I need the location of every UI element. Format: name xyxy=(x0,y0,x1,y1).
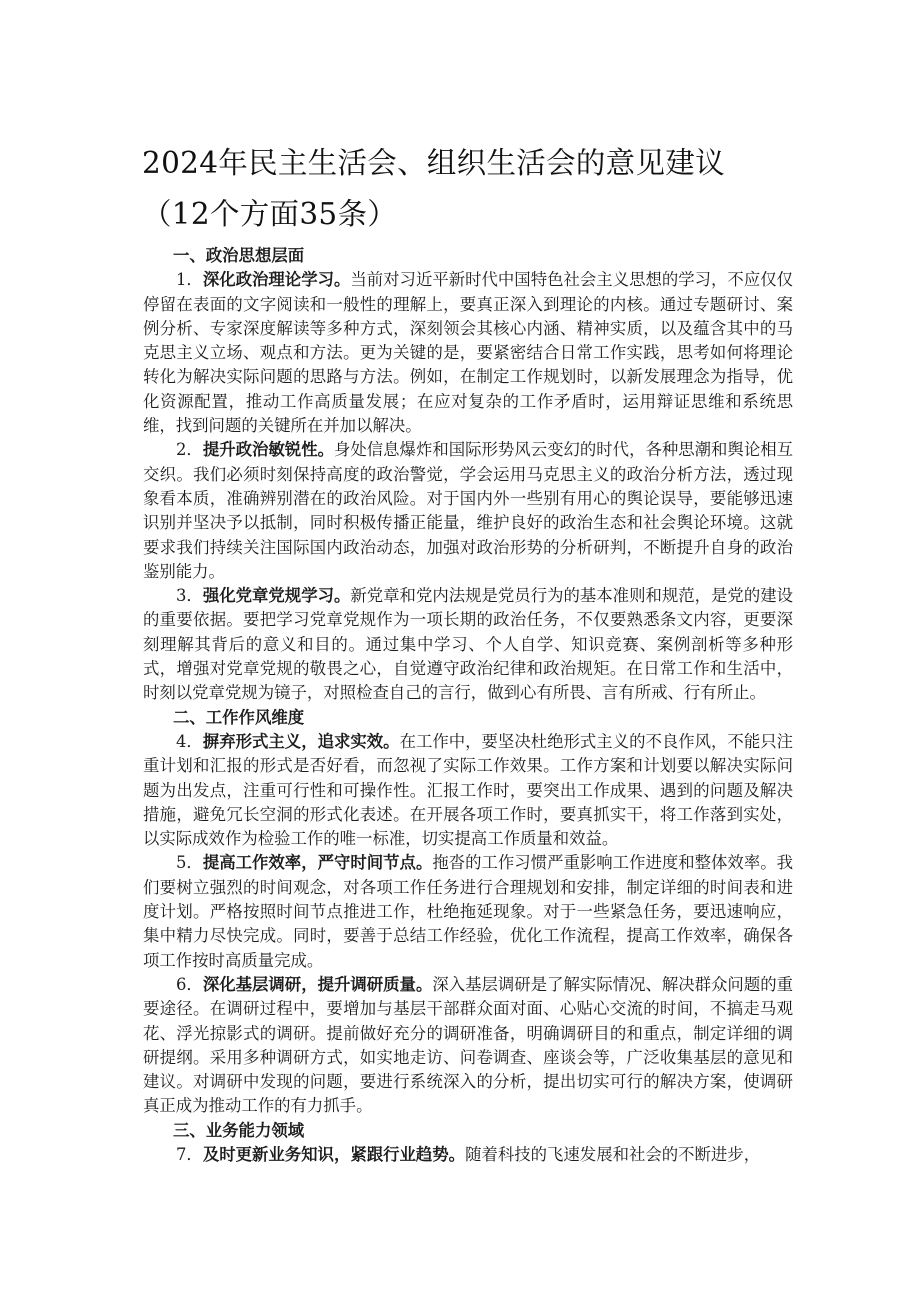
item-paragraph xyxy=(143,973,793,1119)
item-number: 2． xyxy=(176,440,203,460)
item-number: 7． xyxy=(176,1144,203,1164)
item-paragraph xyxy=(143,730,793,851)
item-number: 6． xyxy=(176,974,203,994)
item-lead: 摒弃形式主义，追求实效。 xyxy=(202,731,400,751)
item-paragraph xyxy=(143,584,793,705)
document-title: 2024年民主生活会、组织生活会的意见建议（12个方面35条） xyxy=(142,146,725,231)
item-lead: 强化党章党规学习。 xyxy=(202,586,351,606)
item-text: 在工作中，要坚决杜绝形式主义的不良作风，不能只注重计划和汇报的形式是否好看，而忽视了实际工作效果。工作方案和计划要以解决实际问题为出发点，注重可行性和可操作性。汇报工作时，要突出工作成果、遇到的问题及解决措施，避免冗长空洞的形式化表述。在开展各项工作时，要真抓实干，将工作落到实处，以实际成效作为检验工作的唯一标准，切实提高工作质量和效益。 xyxy=(143,731,794,849)
item-text: 当前对习近平新时代中国特色社会主义思想的学习，不应仅仅停留在表面的文字阅读和一般性的理解上，要真正深入到理论的内核。通过专题研讨、案例分析、专家深度解读等多种方式，深刻领会其核心内涵、精神实质，以及蕴含其中的马克思主义立场、观点和方法。更为关键的是，要紧密结合日常工作实践，思考如何将理论转化为解决实际问题的思路与方法。例如，在制定工作规划时，以新发展理念为指导，优化资源配置，推动工作高质量发展；在应对复杂的工作矛盾时，运用辩证思维和系统思维，找到问题的关键所在并加以解决。 xyxy=(143,270,793,436)
item-paragraph xyxy=(143,438,793,584)
item-number: 5． xyxy=(176,853,203,873)
item-number: 1． xyxy=(176,270,203,290)
item-lead: 提升政治敏锐性。 xyxy=(202,440,334,460)
item-lead: 深化基层调研，提升调研质量。 xyxy=(202,974,433,994)
item-text: 随着科技的飞速发展和社会的不断进步， xyxy=(465,1144,761,1164)
item-lead: 深化政治理论学习。 xyxy=(202,270,351,290)
item-text: 深入基层调研是了解实际情况、解决群众问题的重要途径。在调研过程中，要增加与基层干部群众面对面、心贴心交流的时间，不搞走马观花、浮光掠影式的调研。提前做好充分的调研准备，明确调研目的和重点，制定详细的调研提纲。采用多种调研方式，如实地走访、问卷调查、座谈会等，广泛收集基层的意见和建议。对调研中发现的问题，要进行系统深入的分析，提出切实可行的解决方案，使调研真正成为推动工作的有力抓手。 xyxy=(143,974,793,1116)
item-paragraph xyxy=(143,1143,793,1167)
section-heading: 一、政治思想层面 xyxy=(173,246,305,265)
item-number: 3． xyxy=(176,586,203,606)
item-text: 拖沓的工作习惯严重影响工作进度和整体效率。我们要树立强烈的时间观念，对各项工作任务进行合理规划和安排，制定详细的时间表和进度计划。严格按照时间节点推进工作，杜绝拖延现象。对于一些紧急任务，要迅速响应，集中精力尽快完成。同时，要善于总结工作经验，优化工作流程，提高工作效率，确保各项工作按时高质量完成。 xyxy=(143,853,793,970)
section-heading: 三、业务能力领域 xyxy=(173,1120,305,1140)
item-text: 新党章和党内法规是党员行为的基本准则和规范，是党的建设的重要依据。要把学习党章党规作为一项长期的政治任务，不仅要熟悉条文内容，更要深刻理解其背后的意义和目的。通过集中学习、个人自学、知识竞赛、案例剖析等多种形式，增强对党章党规的敬畏之心，自觉遵守政治纪律和政治规矩。在日常工作和生活中，时刻以党章党规为镜子，对照检查自己的言行，做到心有所畏、言有所戒、行有所止。 xyxy=(143,586,793,703)
section-heading: 二、工作作风维度 xyxy=(173,707,305,727)
item-lead: 提高工作效率，严守时间节点。 xyxy=(202,853,433,873)
item-number: 4． xyxy=(176,731,203,751)
item-text: 身处信息爆炸和国际形势风云变幻的时代，各种思潮和舆论相互交织。我们必须时刻保持高度的政治警觉，学会运用马克思主义的政治分析方法，透过现象看本质，准确辨别潜在的政治风险。对于国内外一些别有用心的舆论误导，要能够迅速识别并坚决予以抵制，同时积极传播正能量，维护良好的政治生态和社会舆论环境。这就要求我们持续关注国际国内政治动态，加强对政治形势的分析研判，不断提升自身的政治鉴别能力。 xyxy=(143,440,794,581)
item-paragraph xyxy=(143,268,793,438)
item-lead: 及时更新业务知识，紧跟行业趋势。 xyxy=(202,1144,466,1164)
item-paragraph xyxy=(143,851,793,972)
document-body xyxy=(143,244,793,1167)
